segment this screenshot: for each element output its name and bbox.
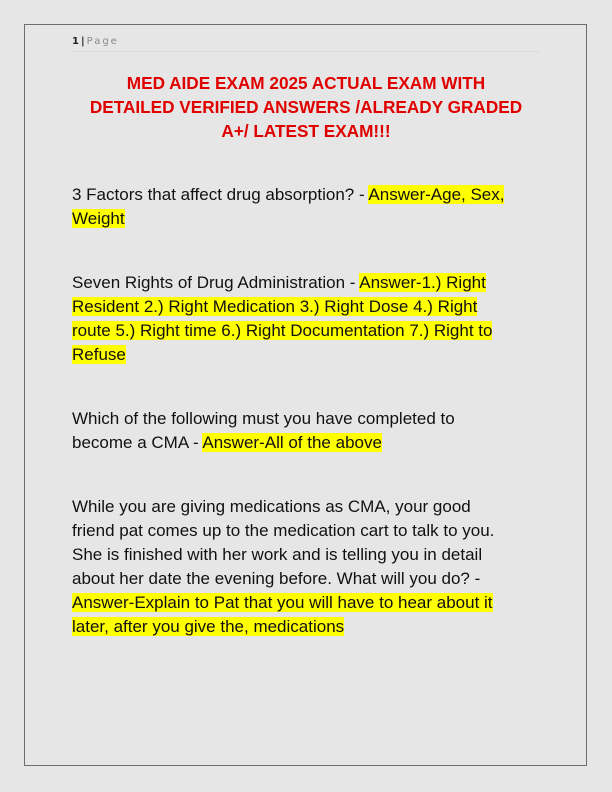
answer-text: Answer-1.) Right <box>359 273 486 292</box>
answer-text: Answer-Explain to Pat that you will have to hear about it <box>72 593 493 612</box>
qa-item-absorption <box>72 183 504 231</box>
question-text: 3 Factors that affect drug absorption? - <box>72 185 369 204</box>
answer-text: route 5.) Right time 6.) Right Documentation 7.) Right to <box>72 321 493 340</box>
question-text: friend pat comes up to the medication cart to talk to you. <box>72 521 495 540</box>
header-rule <box>72 51 540 52</box>
page-number: 1 <box>72 36 79 47</box>
answer-text: Answer-Age, Sex, <box>368 185 505 204</box>
answer-text: Refuse <box>72 345 126 364</box>
question-text: about her date the evening before. What will you do? - <box>72 569 481 588</box>
question-text: become a CMA - <box>72 433 203 452</box>
qa-item-cma-requirements <box>72 407 455 455</box>
title-line: A+/ LATEST EXAM!!! <box>221 121 391 141</box>
page-label: Page <box>86 36 119 47</box>
page-header <box>72 36 119 47</box>
document-title <box>60 71 552 143</box>
question-text: Which of the following must you have completed to <box>72 409 455 428</box>
title-line: MED AIDE EXAM 2025 ACTUAL EXAM WITH <box>126 73 486 93</box>
question-text: Seven Rights of Drug Administration - <box>72 273 360 292</box>
answer-text: later, after you give the, medications <box>72 617 345 636</box>
qa-item-seven-rights <box>72 271 492 367</box>
question-text: While you are giving medications as CMA, your good <box>72 497 471 516</box>
qa-item-friend-pat <box>72 495 494 639</box>
answer-text: Resident 2.) Right Medication 3.) Right Dose 4.) Right <box>72 297 478 316</box>
question-text: She is finished with her work and is telling you in detail <box>72 545 483 564</box>
answer-text: Answer-All of the above <box>202 433 382 452</box>
title-line: DETAILED VERIFIED ANSWERS /ALREADY GRADED <box>89 97 523 117</box>
answer-text: Weight <box>72 209 125 228</box>
header-separator: | <box>80 36 85 47</box>
